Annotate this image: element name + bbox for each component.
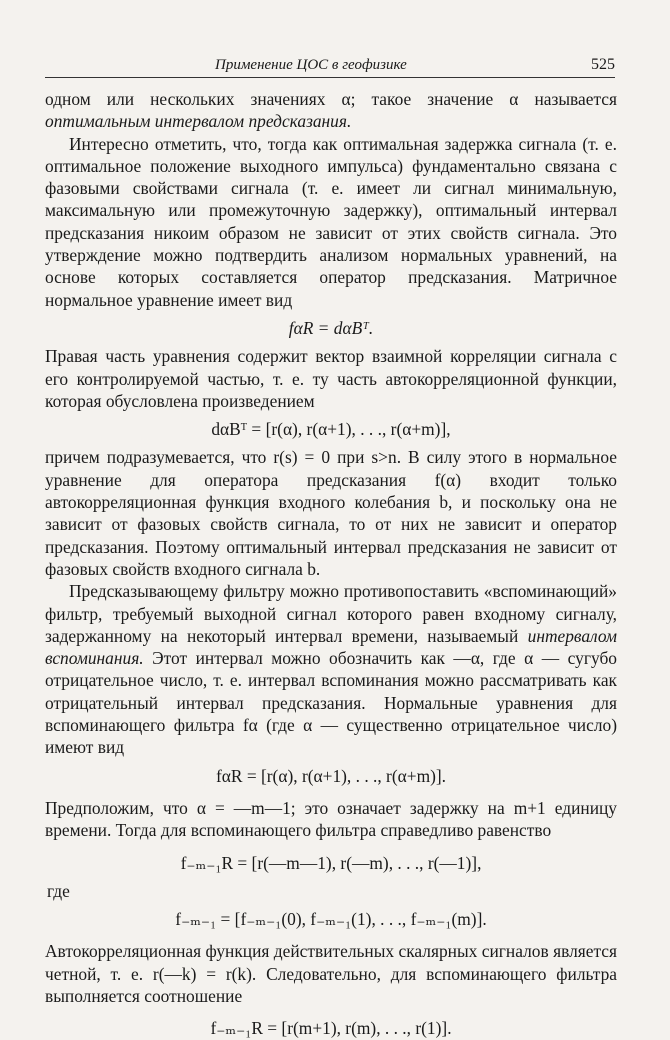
paragraph-7: Автокорреляционная функция действительных скалярных сигналов является четной, т. е. r(—k) = r(k). Следовательно, для вспоминающего фильтра выполняется соотношение — [45, 941, 617, 1006]
paragraph-5-start: Предсказывающему фильтру можно противопоставить «вспоминающий» фильтр, требуемый выходной сигнал которого равен входному сигналу, задержанному на некоторый интервал времени, называемый — [45, 581, 617, 646]
paragraph-4: причем подразумевается, что r(s) = 0 при s>n. В силу этого в нормальное уравнение для оператора предсказания f(α) входит только автокорреляционная функция входного колебания b, и поскольку она не зависит от фазовых свойств сигнала, то от них не зависит и оператор предсказания. Поэтому оптимальный интервал предсказания не зависит от фазовых свойств входного сигнала b. — [45, 447, 617, 579]
term-recall-interval: интервалом вспоминания. — [45, 625, 617, 669]
where-word: где — [47, 880, 70, 901]
page-body — [45, 88, 617, 1040]
equation-1 — [45, 317, 617, 339]
page-number: 525 — [591, 56, 615, 73]
equation-3: fαR = [r(α), r(α+1), . . ., r(α+m)]. — [215, 765, 447, 786]
paragraph-5 — [45, 580, 617, 758]
equation-6: f₋ₘ₋₁R = [r(m+1), r(m), . . ., r(1)]. — [210, 1018, 452, 1039]
paragraph-3: Правая часть уравнения содержит вектор взаимной корреляции сигнала с его контролируемой частью, т. е. ту часть автокорреляционной функции, которая обусловлена произведением — [45, 346, 617, 411]
equation-5: f₋ₘ₋₁ = [f₋ₘ₋₁(0), f₋ₘ₋₁(1), . . ., f₋ₘ₋₁(m)]. — [175, 909, 487, 930]
paragraph-2: Интересно отметить, что, тогда как оптимальная задержка сигнала (т. е. оптимальное положение выходного импульса) фундаментально связана с фазовыми свойствами сигнала (т. е. имеет ли сигнал минимальную, максимальную или промежуточную задержку), оптимальный интервал предсказания никоим образом не зависит от этих свойств сигнала. Это утверждение можно подтвердить анализом нормальных уравнений, на основе которых составляется оператор предсказания. Матричное нормальное уравнение имеет вид — [45, 133, 617, 310]
equation-1-text: fαR = dαBᵀ. — [288, 317, 374, 338]
running-header — [45, 55, 615, 78]
paragraph-5-end: Этот интервал можно обозначить как —α, где α — сугубо отрицательное число, т. е. интервал вспоминания можно рассматривать как отрицательный интервал предсказания. Нормальные уравнения для вспоминающего фильтра fα (где α — существенно отрицательное число) имеют вид — [45, 648, 617, 758]
paragraph-1 — [45, 88, 617, 133]
paragraph-1-text: одном или нескольких значениях α; такое значение α называется — [45, 89, 617, 109]
equation-2: dαBᵀ = [r(α), r(α+1), . . ., r(α+m)], — [211, 419, 451, 440]
equation-4: f₋ₘ₋₁R = [r(—m—1), r(—m), . . ., r(—1)], — [180, 852, 482, 873]
term-optimal-prediction-interval: оптимальным интервалом предсказания. — [45, 111, 352, 132]
paragraph-6: Предположим, что α = —m—1; это означает задержку на m+1 единицу времени. Тогда для вспоминающего фильтра справедливо равенство — [45, 797, 617, 841]
running-title: Применение ЦОС в геофизике — [215, 57, 407, 73]
